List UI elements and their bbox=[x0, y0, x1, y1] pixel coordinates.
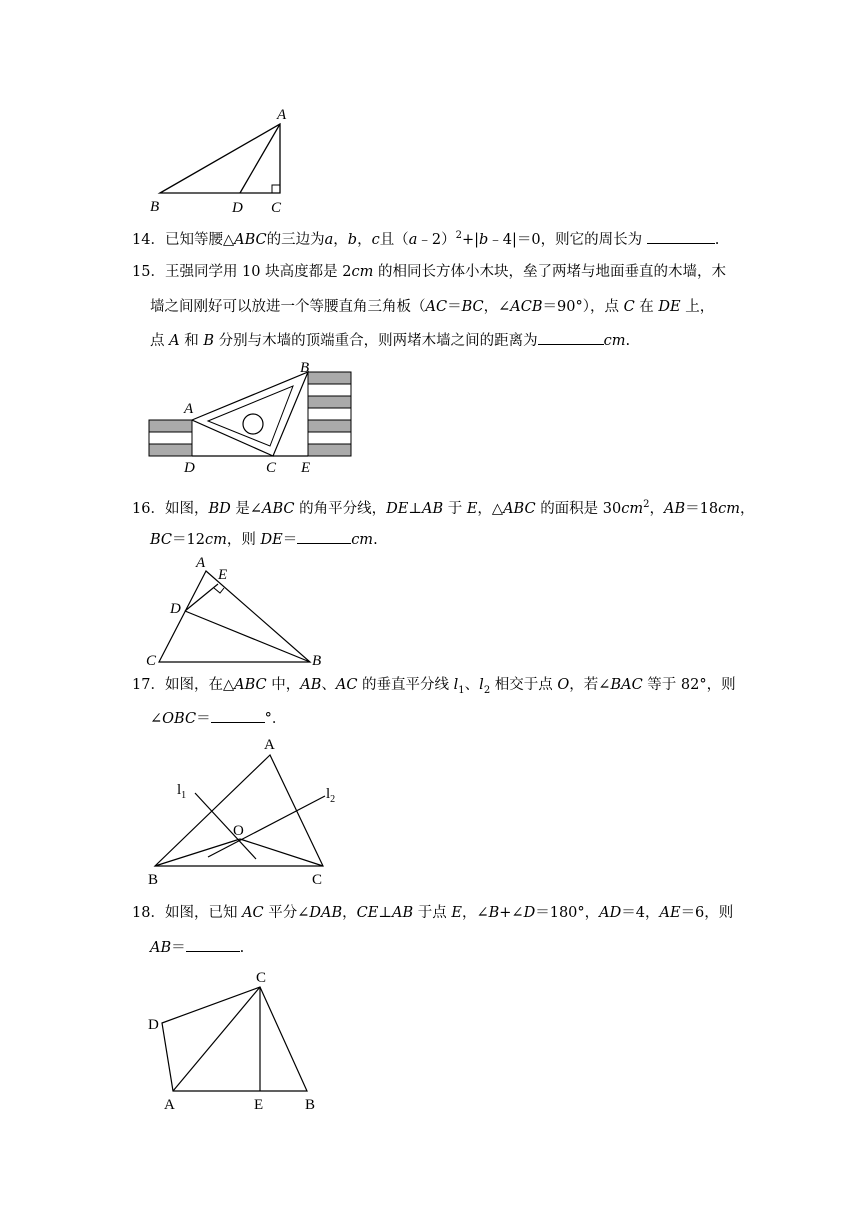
point-label-c: C bbox=[271, 200, 282, 216]
figure-q17 bbox=[140, 735, 360, 890]
line-label-l1: $l_1$ bbox=[177, 782, 187, 801]
point-label-d: D bbox=[170, 601, 181, 617]
answer-blank-16[interactable] bbox=[297, 529, 351, 544]
point-label-e: E bbox=[254, 1097, 264, 1113]
line-label-l2: $l_2$ bbox=[326, 786, 336, 805]
point-label-b: B bbox=[150, 199, 160, 215]
figure-q16 bbox=[140, 553, 340, 671]
question-15-line-2: 墙之间刚好可以放进一个等腰直角三角板（AC＝BC，∠ACB＝90°），点 C 在 DE 上， bbox=[150, 299, 715, 315]
point-label-a: A bbox=[277, 107, 287, 123]
question-16-line-1: 16．如图，BD 是∠ABC 的角平分线，DE⊥AB 于 E，△ABC 的面积是 $30cm^2$，AB＝18cm， bbox=[132, 499, 755, 517]
point-label-a: A bbox=[164, 1097, 175, 1113]
point-label-d: D bbox=[148, 1017, 159, 1033]
question-18-line-2: AB＝ . bbox=[150, 937, 750, 958]
point-label-a: A bbox=[196, 555, 206, 571]
question-17-line-1: 17．如图，在△ABC 中，AB、AC 的垂直平分线 $l_1$、$l_2$ 相交于点 O，若∠BAC 等于 82°，则 bbox=[132, 677, 736, 696]
point-label-e: E bbox=[218, 567, 228, 583]
answer-blank-17[interactable] bbox=[211, 708, 265, 723]
point-label-o: O bbox=[233, 823, 244, 839]
question-15-line-1: 15．王强同学用 10 块高度都是 2cm 的相同长方体小木块，垒了两堵与地面垂直的木墙，木 bbox=[132, 264, 726, 280]
question-15-line-3: 点 A 和 B 分别与木墙的顶端重合，则两堵木墙之间的距离为 cm. bbox=[150, 330, 750, 351]
point-label-b: B bbox=[148, 872, 159, 888]
point-label-d: D bbox=[232, 200, 243, 216]
answer-blank-15[interactable] bbox=[538, 330, 604, 345]
point-label-c: C bbox=[266, 460, 277, 476]
answer-blank-14[interactable] bbox=[647, 229, 715, 244]
point-label-c: C bbox=[312, 872, 323, 888]
question-18-line-1: 18．如图，已知 AC 平分∠DAB，CE⊥AB 于点 E，∠B+∠D＝180°，AD＝4，AE＝6，则 bbox=[132, 905, 734, 921]
point-label-b: B bbox=[312, 653, 322, 669]
figure-q14 bbox=[140, 100, 310, 220]
figure-q18 bbox=[140, 965, 340, 1115]
figure-q15 bbox=[140, 358, 370, 476]
question-16-line-2: BC＝12cm，则 DE＝ cm. bbox=[150, 529, 750, 550]
question-17-line-2: ∠OBC＝ °． bbox=[150, 708, 750, 729]
point-label-e: E bbox=[301, 460, 311, 476]
point-label-c: C bbox=[256, 970, 267, 986]
point-label-a: A bbox=[184, 401, 194, 417]
answer-blank-18[interactable] bbox=[186, 937, 240, 952]
point-label-c: C bbox=[146, 653, 157, 669]
question-14: 14．已知等腰△ABC的三边为a，b，c且（a﹣2）$^2$+|b﹣4|＝0，则它的周长为 . bbox=[132, 230, 720, 248]
point-label-a: A bbox=[264, 737, 275, 753]
point-label-b: B bbox=[305, 1097, 316, 1113]
point-label-b: B bbox=[300, 360, 310, 376]
point-label-d: D bbox=[184, 460, 195, 476]
